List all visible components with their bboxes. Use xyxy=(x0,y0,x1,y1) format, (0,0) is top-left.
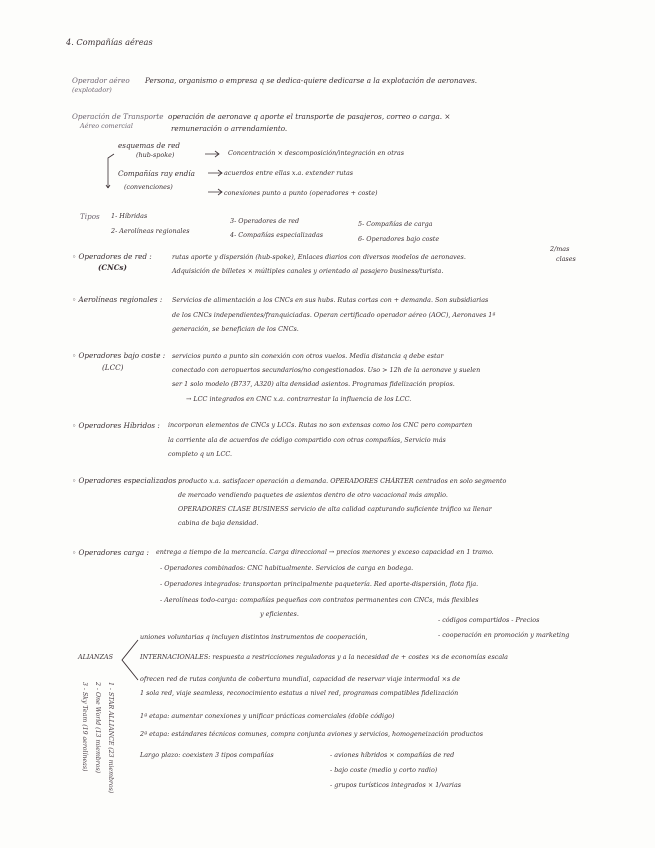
tipo-item: 5- Compañías de carga xyxy=(358,220,433,228)
red-heading: ◦ Operadores de red : xyxy=(72,252,152,261)
transporte-term: Operación de Transporte xyxy=(72,112,164,121)
tipo-item: 1- Híbridas xyxy=(111,212,148,220)
diagram-right-2: acuerdos entre ellas x.a. extender rutas xyxy=(224,169,354,177)
transporte-line-2: remuneración o arrendamiento. xyxy=(171,124,288,133)
hibridos-line-1: incorporan elementos de CNCs y LCCs. Rutas no son extensas como los CNC pero comparten xyxy=(168,421,473,429)
alianzas-line-9: - bajo coste (medio y corto radio) xyxy=(330,766,438,774)
carga-line-1: entrega a tiempo de la mercancía. Carga direccional → precios menores y exceso capacidad en 1 tramo. xyxy=(156,548,494,556)
diagram-arrows xyxy=(100,148,230,198)
hibridos-line-2: la corriente ala de acuerdos de código compartido con otras compañías, Servicio más xyxy=(168,436,446,444)
diagram-top: esquemas de red xyxy=(118,141,180,150)
red-sub: (CNCs) xyxy=(98,263,127,272)
tipo-item: 2- Aerolíneas regionales xyxy=(111,227,190,235)
carga-right-2: - cooperación en promoción y marketing xyxy=(438,631,570,639)
tipo-item: 6- Operadores bajo coste xyxy=(358,235,440,243)
page-title: 4. Compañías aéreas xyxy=(66,37,153,47)
alianza-skyteam: 3 - Sky Team (19 aerolíneas) xyxy=(81,682,88,772)
bajocoste-sub: (LCC) xyxy=(102,363,124,372)
bajocoste-line-3: ser 1 solo modelo (B737, A320) alta densidad asientos. Programas fidelización propios. xyxy=(172,380,455,388)
especializados-line-3: OPERADORES CLASE BUSINESS servicio de alta calidad capturando suficiente tráfico xa llenar xyxy=(178,505,492,513)
especializados-heading: ◦ Operadores especializados : xyxy=(72,476,181,485)
alianzas-line-10: - grupos turísticos integrados × 1/varias xyxy=(330,781,462,789)
tipo-item: 3- Operadores de red xyxy=(230,217,300,225)
red-line-2: Adquisición de billetes × múltiples canales y orientado al pasajero business/turista. xyxy=(172,267,444,275)
transporte-term-sub: Aéreo comercial xyxy=(80,122,133,130)
tipo-item: 4- Compañías especializadas xyxy=(230,231,324,239)
operador-term: Operador aéreo xyxy=(72,76,130,85)
hibridos-line-3: completo q un LCC. xyxy=(168,450,233,458)
alianzas-line-5: 1ª etapa: aumentar conexiones y unificar prácticas comerciales (doble código) xyxy=(140,712,395,720)
diagram-mid: Compañías ray endía xyxy=(118,169,195,178)
carga-line-4: - Aerolíneas todo-carga: compañías pequeñas con contratos permanentes con CNCs, más flexibles xyxy=(160,596,479,604)
regionales-line-3: generación, se benefician de los CNCs. xyxy=(172,325,299,333)
tipos-label: Tipos xyxy=(80,212,100,221)
alianzas-label: ALIANZAS xyxy=(78,653,114,661)
alianza-oneworld: 2 - One World (13 miembros) xyxy=(94,682,101,774)
red-note-2: clases xyxy=(556,255,576,263)
hibridos-heading: ◦ Operadores Híbridos : xyxy=(72,421,160,430)
alianzas-line-4: 1 sola red, viaje seamless, reconocimiento estatus a nivel red, programas compatibles fidelización xyxy=(140,689,459,697)
alianzas-line-2: INTERNACIONALES: respuesta a restricciones reguladoras y a la necesidad de + costes ×s de economías escala xyxy=(140,653,508,661)
operador-term-sub: (explotador) xyxy=(72,86,112,94)
red-note: 2/mas xyxy=(550,245,570,253)
bajocoste-heading: ◦ Operadores bajo coste : xyxy=(72,351,166,360)
regionales-line-1: Servicios de alimentación a los CNCs en sus hubs. Rutas cortas con + demanda. Son subsidiarias xyxy=(172,296,489,304)
carga-line-2: - Operadores combinados: CNC habitualmente. Servicios de carga en bodega. xyxy=(160,564,414,572)
alianzas-line-8: - aviones híbridos × compañías de red xyxy=(330,751,455,759)
diagram-right-1: Concentración × descomposición/integración en otras xyxy=(228,149,404,157)
regionales-heading: ◦ Aerolíneas regionales : xyxy=(72,295,163,304)
alianzas-line-3: ofrecen red de rutas conjunta de cobertura mundial, capacidad de reservar viaje intermodal ×s de xyxy=(140,675,461,683)
carga-heading: ◦ Operadores carga : xyxy=(72,548,149,557)
alianzas-bracket xyxy=(118,636,142,684)
carga-line-3: - Operadores integrados: transportan principalmente paquetería. Red aporte-dispersión, flota fija. xyxy=(160,580,479,588)
especializados-line-1: producto x.a. satisfacer operación a demanda. OPERADORES CHÁRTER centrados en solo segmento xyxy=(178,477,507,485)
alianzas-line-7: Largo plazo: coexisten 3 tipos compañías xyxy=(140,751,274,759)
alianzas-line-6: 2ª etapa: estándares técnicos comunes, compra conjunta aviones y servicios, homogeneización productos xyxy=(140,730,483,738)
diagram-bot: (convenciones) xyxy=(124,183,173,191)
transporte-line-1: operación de aeronave q aporte el transporte de pasajeros, correo o carga. × xyxy=(168,112,451,121)
carga-right-1: - códigos compartidos - Precios xyxy=(438,616,540,624)
red-line-1: rutas aporte y dispersión (hub-spoke), Enlaces diarios con diversos modelos de aeronaves. xyxy=(172,253,466,261)
alianzas-line-1: uniones voluntarias q incluyen distintos instrumentos de cooperación, xyxy=(140,633,368,641)
diagram-top-sub: (hub-spoke) xyxy=(136,151,175,159)
alianza-star: 1 - STAR ALLIANCE (23 miembros) xyxy=(107,682,114,794)
carga-line-5: y eficientes. xyxy=(260,610,299,618)
especializados-line-4: cabina de baja densidad. xyxy=(178,519,259,527)
diagram-right-3: conexiones punto a punto (operadores + coste) xyxy=(224,189,378,197)
bajocoste-line-4: → LCC integrados en CNC x.a. contrarrestar la influencia de los LCC. xyxy=(186,395,412,403)
bajocoste-line-2: conectado con aeropuertos secundarios/no congestionados. Uso > 12h de la aeronave y suelen xyxy=(172,366,481,374)
operador-definition: Persona, organismo o empresa q se dedica-quiere dedicarse a la explotación de aeronaves. xyxy=(145,76,478,85)
regionales-line-2: de los CNCs independientes/franquiciadas. Operan certificado operador aéreo (AOC), Aeronaves 1ª xyxy=(172,311,496,319)
bajocoste-line-1: servicios punto a punto sin conexión con otros vuelos. Media distancia q debe estar xyxy=(172,352,444,360)
especializados-line-2: de mercado vendiendo paquetes de asientos dentro de otro vacacional más amplio. xyxy=(178,491,448,499)
